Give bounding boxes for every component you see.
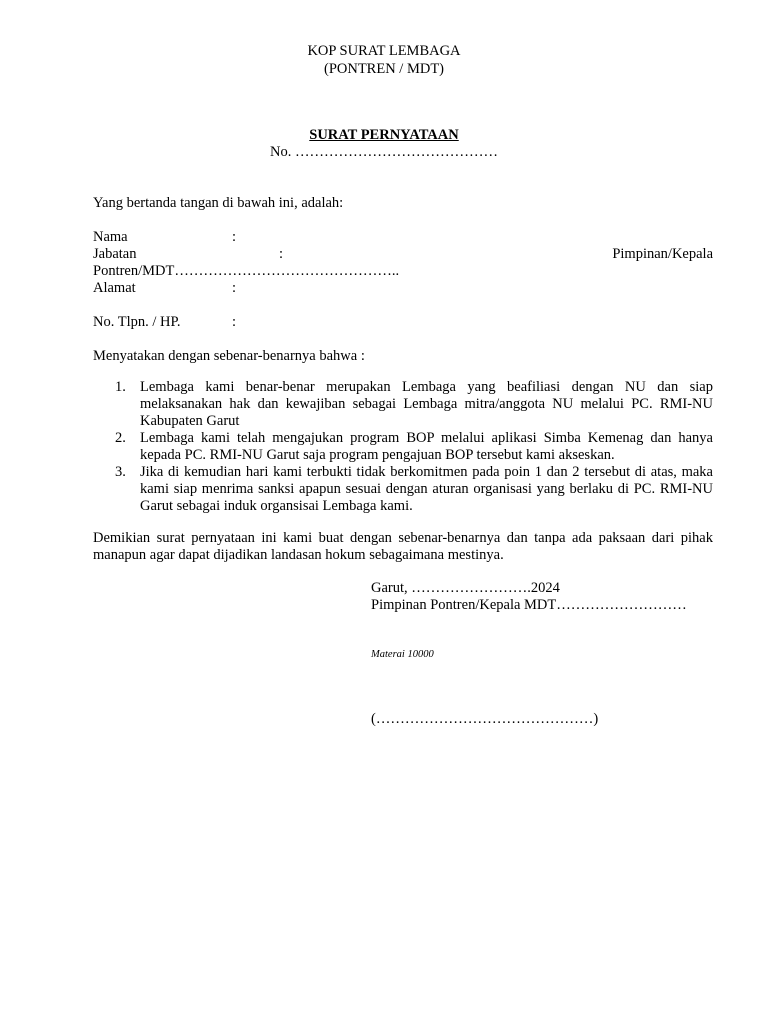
letterhead-line-1: KOP SURAT LEMBAGA: [307, 43, 461, 59]
list-item-text: Lembaga kami telah mengajukan program BOP melalui aplikasi Simba Kemenag dan hanya kepada PC. RMI-NU Garut saja program pengajuan BOP tersebut kami akseskan.: [140, 430, 713, 463]
field-tlpn: [93, 314, 713, 331]
intro-text: Yang bertanda tangan di bawah ini, adalah:: [93, 195, 344, 211]
document-number: No. ……………………………………: [270, 144, 498, 160]
stamp-duty-label: Materai 10000: [371, 649, 434, 660]
field-tlpn-label: No. Tlpn. / HP.: [93, 314, 181, 330]
field-pontren: [93, 263, 713, 280]
field-jabatan-value: Pimpinan/Kepala: [612, 246, 713, 262]
letterhead-line-2: (PONTREN / MDT): [323, 61, 445, 77]
list-item: [93, 464, 713, 515]
signature-place-date: Garut, …………………….2024: [371, 580, 560, 596]
field-jabatan-label: Jabatan: [93, 246, 137, 262]
declaration-intro: Menyatakan dengan sebenar-benarnya bahwa :: [93, 348, 365, 364]
field-jabatan: [93, 246, 713, 263]
list-item-number: 1.: [115, 379, 126, 395]
signature-name-line: (………………………………………): [371, 711, 599, 727]
field-nama: [93, 229, 713, 246]
list-item-text: Jika di kemudian hari kami terbukti tidak berkomitmen pada poin 1 dan 2 tersebut di atas, maka kami siap menrima sanksi apapun sesuai dengan aturan organisasi yang berlaku di PC. RMI-NU Garut sebagai induk organsisai Lembaga kami.: [140, 464, 713, 514]
list-item: [93, 379, 713, 430]
field-tlpn-colon: :: [232, 314, 237, 330]
field-alamat: [93, 280, 713, 297]
field-alamat-label: Alamat: [93, 280, 136, 296]
list-item: [93, 430, 713, 464]
list-item-number: 3.: [115, 464, 126, 480]
signature-role: Pimpinan Pontren/Kepala MDT………………………: [371, 597, 687, 613]
list-item-number: 2.: [115, 430, 126, 446]
field-alamat-colon: :: [232, 280, 237, 296]
document-title: SURAT PERNYATAAN: [309, 127, 459, 143]
declaration-points: [93, 379, 713, 515]
field-nama-label: Nama: [93, 229, 128, 245]
field-jabatan-colon: :: [279, 246, 284, 262]
closing-paragraph: Demikian surat pernyataan ini kami buat dengan sebenar-benarnya dan tanpa ada paksaan dari pihak manapun agar dapat dijadikan landasan hokum sebagaimana mestinya.: [93, 530, 713, 563]
field-pontren-line: Pontren/MDT………………………………………..: [93, 263, 400, 279]
list-item-text: Lembaga kami benar-benar merupakan Lembaga yang beafiliasi dengan NU dan siap melaksanakan hak dan kewajiban sebagai Lembaga mitra/anggota NU melalui PC. RMI-NU Kabupaten Garut: [140, 379, 713, 429]
field-nama-colon: :: [232, 229, 237, 245]
